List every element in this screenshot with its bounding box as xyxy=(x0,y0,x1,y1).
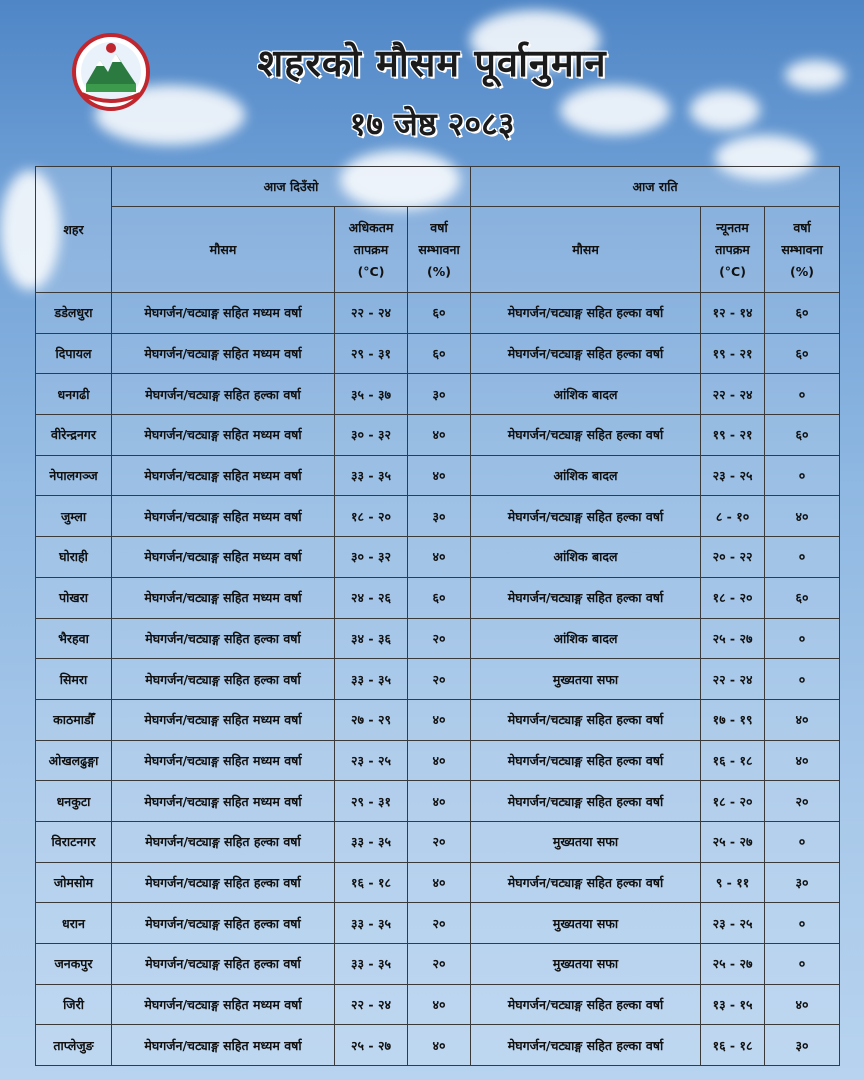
day-weather-cell: मेघगर्जन/चट्याङ्ग सहित मध्यम वर्षा xyxy=(112,577,335,618)
night-weather-cell: मुख्यतया सफा xyxy=(471,821,701,862)
day-weather-cell: मेघगर्जन/चट्याङ्ग सहित हल्का वर्षा xyxy=(112,821,335,862)
min-temp-cell: २५ - २७ xyxy=(701,944,765,985)
day-weather-cell: मेघगर्जन/चट्याङ्ग सहित मध्यम वर्षा xyxy=(112,333,335,374)
max-temp-cell: ३० - ३२ xyxy=(335,537,408,578)
header-day-rain-l2: सम्भावना xyxy=(418,241,460,257)
header-max-temp-l2: तापक्रम xyxy=(353,241,389,257)
table-row xyxy=(36,659,840,700)
night-weather-cell: मुख्यतया सफा xyxy=(471,903,701,944)
min-temp-cell: १७ - १९ xyxy=(701,699,765,740)
day-rain-cell: ४० xyxy=(408,415,471,456)
min-temp-cell: २३ - २५ xyxy=(701,903,765,944)
table-row xyxy=(36,333,840,374)
night-weather-cell: मेघगर्जन/चट्याङ्ग सहित हल्का वर्षा xyxy=(471,496,701,537)
day-rain-cell: ४० xyxy=(408,699,471,740)
city-cell: धनगढी xyxy=(36,374,112,415)
header-max-temp-l1: अधिकतम xyxy=(348,219,394,235)
city-cell: जिरी xyxy=(36,984,112,1025)
table-row xyxy=(36,577,840,618)
night-weather-cell: मेघगर्जन/चट्याङ्ग सहित हल्का वर्षा xyxy=(471,781,701,822)
night-rain-cell: ० xyxy=(765,537,840,578)
day-weather-cell: मेघगर्जन/चट्याङ्ग सहित हल्का वर्षा xyxy=(112,944,335,985)
table-row xyxy=(36,740,840,781)
day-weather-cell: मेघगर्जन/चट्याङ्ग सहित मध्यम वर्षा xyxy=(112,984,335,1025)
day-rain-cell: ४० xyxy=(408,984,471,1025)
night-weather-cell: आंशिक बादल xyxy=(471,537,701,578)
day-rain-cell: २० xyxy=(408,821,471,862)
night-rain-cell: ० xyxy=(765,659,840,700)
city-cell: ताप्लेजुङ xyxy=(36,1025,112,1066)
night-weather-cell: मेघगर्जन/चट्याङ्ग सहित हल्का वर्षा xyxy=(471,1025,701,1066)
table-row xyxy=(36,374,840,415)
min-temp-cell: २२ - २४ xyxy=(701,659,765,700)
day-rain-cell: ६० xyxy=(408,293,471,334)
night-rain-cell: ० xyxy=(765,944,840,985)
header-day-weather: मौसम xyxy=(112,207,335,293)
max-temp-cell: २९ - ३१ xyxy=(335,333,408,374)
day-weather-cell: मेघगर्जन/चट्याङ्ग सहित मध्यम वर्षा xyxy=(112,455,335,496)
night-weather-cell: आंशिक बादल xyxy=(471,374,701,415)
night-rain-cell: ० xyxy=(765,374,840,415)
table-row xyxy=(36,455,840,496)
night-rain-cell: ० xyxy=(765,455,840,496)
table-row xyxy=(36,415,840,456)
city-cell: जनकपुर xyxy=(36,944,112,985)
header-min-temp-l2: तापक्रम xyxy=(715,241,750,257)
min-temp-cell: १९ - २१ xyxy=(701,333,765,374)
max-temp-cell: १६ - १८ xyxy=(335,862,408,903)
table-row xyxy=(36,984,840,1025)
max-temp-cell: २४ - २६ xyxy=(335,577,408,618)
header-max-temp-unit: (°C) xyxy=(357,263,385,279)
header-night-rain-l1: वर्षा xyxy=(793,219,811,235)
min-temp-cell: २५ - २७ xyxy=(701,821,765,862)
min-temp-cell: १३ - १५ xyxy=(701,984,765,1025)
night-rain-cell: ६० xyxy=(765,577,840,618)
night-weather-cell: मेघगर्जन/चट्याङ्ग सहित हल्का वर्षा xyxy=(471,577,701,618)
min-temp-cell: २२ - २४ xyxy=(701,374,765,415)
header-night-rain-unit: (%) xyxy=(790,263,814,279)
day-weather-cell: मेघगर्जन/चट्याङ्ग सहित मध्यम वर्षा xyxy=(112,740,335,781)
night-weather-cell: मेघगर्जन/चट्याङ्ग सहित हल्का वर्षा xyxy=(471,699,701,740)
header-day-rain-unit: (%) xyxy=(427,263,451,279)
day-rain-cell: ३० xyxy=(408,374,471,415)
table-row xyxy=(36,496,840,537)
night-weather-cell: मेघगर्जन/चट्याङ्ग सहित हल्का वर्षा xyxy=(471,984,701,1025)
day-rain-cell: ६० xyxy=(408,577,471,618)
night-weather-cell: आंशिक बादल xyxy=(471,455,701,496)
max-temp-cell: ३४ - ३६ xyxy=(335,618,408,659)
city-cell: जोमसोम xyxy=(36,862,112,903)
night-rain-cell: ६० xyxy=(765,293,840,334)
max-temp-cell: २७ - २९ xyxy=(335,699,408,740)
table-row xyxy=(36,537,840,578)
min-temp-cell: १८ - २० xyxy=(701,577,765,618)
night-weather-cell: मुख्यतया सफा xyxy=(471,659,701,700)
city-cell: जुम्ला xyxy=(36,496,112,537)
day-rain-cell: ४० xyxy=(408,862,471,903)
day-weather-cell: मेघगर्जन/चट्याङ्ग सहित मध्यम वर्षा xyxy=(112,1025,335,1066)
city-cell: डडेलधुरा xyxy=(36,293,112,334)
table-row xyxy=(36,821,840,862)
min-temp-cell: ८ - १० xyxy=(701,496,765,537)
min-temp-cell: १६ - १८ xyxy=(701,1025,765,1066)
city-cell: सिमरा xyxy=(36,659,112,700)
night-rain-cell: ४० xyxy=(765,699,840,740)
table-row xyxy=(36,781,840,822)
city-cell: घोराही xyxy=(36,537,112,578)
day-rain-cell: २० xyxy=(408,944,471,985)
max-temp-cell: ३० - ३२ xyxy=(335,415,408,456)
min-temp-cell: २५ - २७ xyxy=(701,618,765,659)
night-weather-cell: मेघगर्जन/चट्याङ्ग सहित हल्का वर्षा xyxy=(471,333,701,374)
header-min-temp-unit: (°C) xyxy=(719,263,746,279)
max-temp-cell: ३३ - ३५ xyxy=(335,903,408,944)
max-temp-cell: ३५ - ३७ xyxy=(335,374,408,415)
night-rain-cell: ४० xyxy=(765,740,840,781)
night-weather-cell: मुख्यतया सफा xyxy=(471,944,701,985)
city-cell: दिपायल xyxy=(36,333,112,374)
table-row xyxy=(36,618,840,659)
header-min-temp-l1: न्यूनतम xyxy=(716,219,749,235)
night-rain-cell: २० xyxy=(765,781,840,822)
table-row xyxy=(36,903,840,944)
day-rain-cell: २० xyxy=(408,903,471,944)
min-temp-cell: १६ - १८ xyxy=(701,740,765,781)
day-weather-cell: मेघगर्जन/चट्याङ्ग सहित मध्यम वर्षा xyxy=(112,781,335,822)
day-rain-cell: २० xyxy=(408,618,471,659)
header-day-rain xyxy=(408,207,471,293)
table-row xyxy=(36,1025,840,1066)
night-rain-cell: ६० xyxy=(765,333,840,374)
header-night-rain-l2: सम्भावना xyxy=(781,241,823,257)
night-rain-cell: ३० xyxy=(765,1025,840,1066)
day-weather-cell: मेघगर्जन/चट्याङ्ग सहित हल्का वर्षा xyxy=(112,862,335,903)
night-rain-cell: ६० xyxy=(765,415,840,456)
header-day-rain-l1: वर्षा xyxy=(430,219,448,235)
day-weather-cell: मेघगर्जन/चट्याङ्ग सहित मध्यम वर्षा xyxy=(112,415,335,456)
night-weather-cell: मेघगर्जन/चट्याङ्ग सहित हल्का वर्षा xyxy=(471,293,701,334)
night-weather-cell: मेघगर्जन/चट्याङ्ग सहित हल्का वर्षा xyxy=(471,862,701,903)
night-rain-cell: ४० xyxy=(765,496,840,537)
max-temp-cell: ३३ - ३५ xyxy=(335,455,408,496)
city-cell: पोखरा xyxy=(36,577,112,618)
night-weather-cell: मेघगर्जन/चट्याङ्ग सहित हल्का वर्षा xyxy=(471,740,701,781)
forecast-date: १७ जेष्ठ २०८३ xyxy=(349,105,515,143)
header-city: शहर xyxy=(36,167,112,293)
city-cell: धरान xyxy=(36,903,112,944)
day-rain-cell: ४० xyxy=(408,537,471,578)
min-temp-cell: ९ - ११ xyxy=(701,862,765,903)
night-weather-cell: मेघगर्जन/चट्याङ्ग सहित हल्का वर्षा xyxy=(471,415,701,456)
city-cell: नेपालगञ्ज xyxy=(36,455,112,496)
header-max-temp xyxy=(335,207,408,293)
table-row xyxy=(36,293,840,334)
night-rain-cell: ० xyxy=(765,903,840,944)
night-rain-cell: ४० xyxy=(765,984,840,1025)
page-title: शहरको मौसम पूर्वानुमान xyxy=(257,41,607,85)
day-weather-cell: मेघगर्जन/चट्याङ्ग सहित मध्यम वर्षा xyxy=(112,699,335,740)
night-rain-cell: ० xyxy=(765,618,840,659)
max-temp-cell: २३ - २५ xyxy=(335,740,408,781)
max-temp-cell: २९ - ३१ xyxy=(335,781,408,822)
table-row xyxy=(36,944,840,985)
max-temp-cell: १८ - २० xyxy=(335,496,408,537)
min-temp-cell: २३ - २५ xyxy=(701,455,765,496)
city-cell: वीरेन्द्रनगर xyxy=(36,415,112,456)
day-rain-cell: ४० xyxy=(408,1025,471,1066)
max-temp-cell: २२ - २४ xyxy=(335,984,408,1025)
header-min-temp xyxy=(701,207,765,293)
max-temp-cell: २२ - २४ xyxy=(335,293,408,334)
table-row xyxy=(36,699,840,740)
header-group-night: आज राति xyxy=(471,167,840,207)
city-cell: भैरहवा xyxy=(36,618,112,659)
day-weather-cell: मेघगर्जन/चट्याङ्ग सहित हल्का वर्षा xyxy=(112,659,335,700)
night-rain-cell: ३० xyxy=(765,862,840,903)
header-night-weather: मौसम xyxy=(471,207,701,293)
day-rain-cell: २० xyxy=(408,659,471,700)
day-weather-cell: मेघगर्जन/चट्याङ्ग सहित हल्का वर्षा xyxy=(112,618,335,659)
table-row xyxy=(36,862,840,903)
night-rain-cell: ० xyxy=(765,821,840,862)
city-cell: विराटनगर xyxy=(36,821,112,862)
min-temp-cell: १२ - १४ xyxy=(701,293,765,334)
forecast-table xyxy=(35,166,840,1066)
day-rain-cell: ४० xyxy=(408,781,471,822)
min-temp-cell: १९ - २१ xyxy=(701,415,765,456)
city-cell: ओखलढुङ्गा xyxy=(36,740,112,781)
min-temp-cell: १८ - २० xyxy=(701,781,765,822)
day-rain-cell: ३० xyxy=(408,496,471,537)
day-weather-cell: मेघगर्जन/चट्याङ्ग सहित हल्का वर्षा xyxy=(112,374,335,415)
max-temp-cell: २५ - २७ xyxy=(335,1025,408,1066)
header-night-rain xyxy=(765,207,840,293)
max-temp-cell: ३३ - ३५ xyxy=(335,944,408,985)
max-temp-cell: ३३ - ३५ xyxy=(335,659,408,700)
min-temp-cell: २० - २२ xyxy=(701,537,765,578)
day-weather-cell: मेघगर्जन/चट्याङ्ग सहित मध्यम वर्षा xyxy=(112,496,335,537)
city-cell: धनकुटा xyxy=(36,781,112,822)
max-temp-cell: ३३ - ३५ xyxy=(335,821,408,862)
day-rain-cell: ४० xyxy=(408,455,471,496)
day-weather-cell: मेघगर्जन/चट्याङ्ग सहित मध्यम वर्षा xyxy=(112,293,335,334)
night-weather-cell: आंशिक बादल xyxy=(471,618,701,659)
day-weather-cell: मेघगर्जन/चट्याङ्ग सहित हल्का वर्षा xyxy=(112,903,335,944)
day-rain-cell: ४० xyxy=(408,740,471,781)
day-rain-cell: ६० xyxy=(408,333,471,374)
day-weather-cell: मेघगर्जन/चट्याङ्ग सहित मध्यम वर्षा xyxy=(112,537,335,578)
header-group-day: आज दिउँसो xyxy=(112,167,471,207)
city-cell: काठमाडौँ xyxy=(36,699,112,740)
